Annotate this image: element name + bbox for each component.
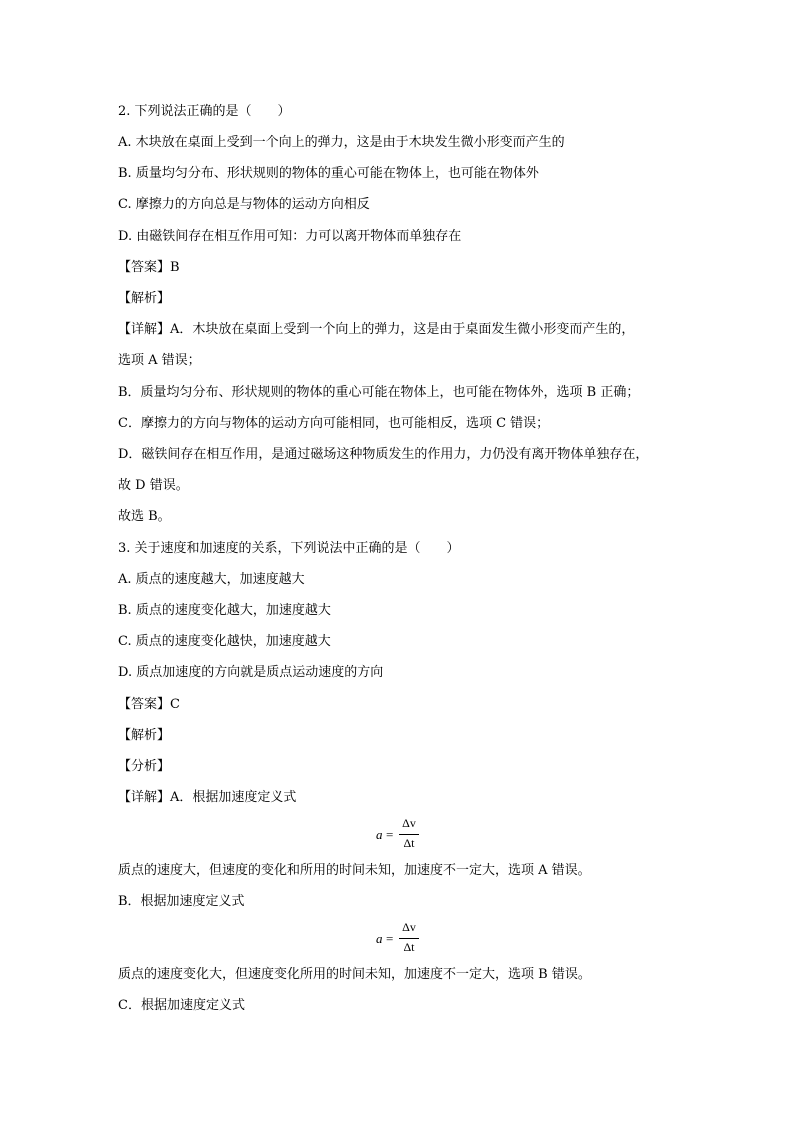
q2-stem: 2. 下列说法正确的是（ ）: [118, 104, 291, 119]
q3-detail-c-intro: C．根据加速度定义式: [118, 998, 245, 1013]
formula-lhs: a: [376, 931, 383, 946]
q2-option-b: B. 质量均匀分布、形状规则的物体的重心可能在物体上，也可能在物体外: [118, 166, 539, 181]
q2-conclusion: 故选 B。: [118, 509, 171, 524]
formula-equals: =: [386, 931, 394, 946]
q2-detail-line: B．质量均匀分布、形状规则的物体的重心可能在物体上，也可能在物体外，选项 B 正确；: [118, 385, 640, 400]
q3-option-d: D. 质点加速度的方向就是质点运动速度的方向: [118, 665, 384, 680]
q3-detail-b-intro: B．根据加速度定义式: [118, 894, 245, 909]
fraction-bar: [399, 834, 419, 835]
q2-detail-line: C．摩擦力的方向与物体的运动方向可能相同，也可能相反，选项 C 错误；: [118, 416, 550, 431]
q3-detail-a-intro: 【详解】A．根据加速度定义式: [118, 790, 297, 805]
q3-detail-a-text: 质点的速度大，但速度的变化和所用的时间未知，加速度不一定大，选项 A 错误。: [118, 863, 591, 878]
q2-detail-line: 【详解】A．木块放在桌面上受到一个向上的弹力，这是由于桌面发生微小形变而产生的，: [118, 322, 635, 337]
q2-option-c: C. 摩擦力的方向总是与物体的运动方向相反: [118, 197, 370, 212]
q3-answer: 【答案】C: [118, 697, 180, 712]
q2-detail-line: 选项 A 错误；: [118, 353, 201, 368]
formula-equals: =: [386, 827, 394, 842]
formula-denominator: Δt: [403, 940, 415, 954]
q3-option-a: A. 质点的速度越大，加速度越大: [118, 572, 305, 587]
q2-option-a: A. 木块放在桌面上受到一个向上的弹力，这是由于木块发生微小形变而产生的: [118, 135, 565, 150]
acceleration-formula: [376, 922, 436, 958]
q2-detail-line: 故 D 错误。: [118, 478, 189, 493]
formula-lhs: a: [376, 827, 383, 842]
formula-denominator: Δt: [403, 836, 415, 850]
q2-answer: 【答案】B: [118, 260, 180, 275]
fraction-bar: [399, 938, 419, 939]
acceleration-formula: [376, 818, 436, 854]
q3-option-c: C. 质点的速度变化越快，加速度越大: [118, 634, 331, 649]
q2-option-d: D. 由磁铁间存在相互作用可知：力可以离开物体而单独存在: [118, 229, 462, 244]
q3-detail-b-text: 质点的速度变化大，但速度变化所用的时间未知，加速度不一定大，选项 B 错误。: [118, 967, 591, 982]
formula-numerator: Δv: [402, 920, 416, 934]
q2-detail-line: D．磁铁间存在相互作用，是通过磁场这种物质发生的作用力，力仍没有离开物体单独存在，: [118, 447, 649, 462]
q3-analysis-heading: 【解析】: [118, 728, 171, 743]
q2-analysis-heading: 【解析】: [118, 291, 171, 306]
q3-option-b: B. 质点的速度变化越大，加速度越大: [118, 603, 331, 618]
q3-analyze-heading: 【分析】: [118, 759, 171, 774]
formula-numerator: Δv: [402, 816, 416, 830]
q3-stem: 3. 关于速度和加速度的关系，下列说法中正确的是（ ）: [118, 541, 460, 556]
